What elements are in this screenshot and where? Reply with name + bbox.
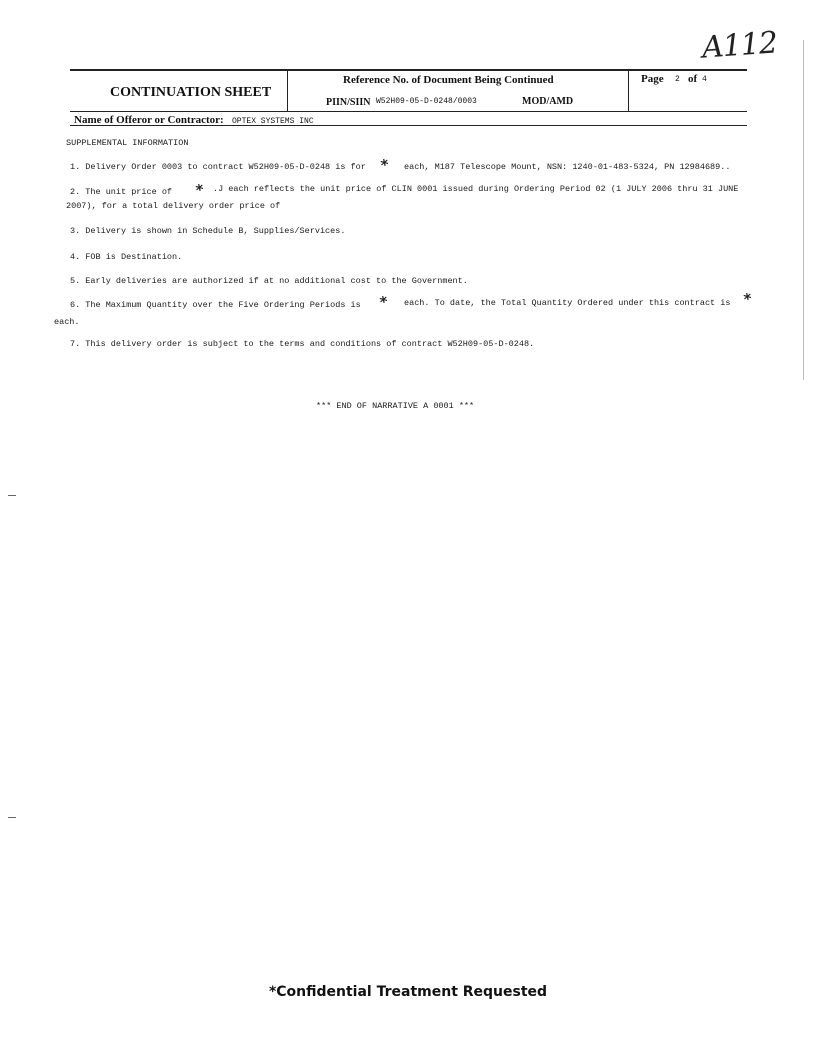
redaction-mark: * — [379, 155, 391, 175]
item-6-text-mid: each. To date, the Total Quantity Ordered under this contract is — [404, 298, 731, 308]
item-4-text: 4. FOB is Destination. — [70, 252, 183, 262]
item-1-text: 1. Delivery Order 0003 to contract W52H09-05-D-0248 is for — [70, 162, 366, 172]
piin-label: PIIN/SIIN — [326, 97, 371, 108]
page-total: 4 — [702, 75, 707, 84]
scan-margin-tick — [8, 817, 16, 818]
mod-amd-label: MOD/AMD — [522, 96, 574, 107]
offeror-label: Name of Offeror or Contractor: — [74, 114, 224, 126]
page-of-label: of — [688, 73, 698, 85]
redaction-mark: * — [742, 289, 754, 309]
item-1-text-end: each, M187 Telescope Mount, NSN: 1240-01-483-5324, PN 12984689.. — [404, 162, 731, 172]
page-label: Page — [641, 73, 664, 85]
item-7-text: 7. This delivery order is subject to the terms and conditions of contract W52H09-05-D-0248. — [70, 339, 535, 349]
reference-title: Reference No. of Document Being Continued — [343, 74, 554, 86]
offeror-value: OPTEX SYSTEMS INC — [232, 117, 314, 126]
item-2-text: 2. The unit price of — [70, 187, 173, 197]
scan-edge-line — [803, 40, 804, 380]
confidential-footer: *Confidential Treatment Requested — [268, 984, 548, 1000]
offeror-row — [70, 115, 747, 126]
item-6-text: 6. The Maximum Quantity over the Five Ordering Periods is — [70, 300, 361, 310]
header-divider — [287, 71, 288, 111]
piin-value: W52H09-05-D-0248/0003 — [376, 97, 477, 106]
item-6-text-cont: each. — [54, 317, 80, 327]
item-3-text: 3. Delivery is shown in Schedule B, Supplies/Services. — [70, 226, 346, 236]
header-divider — [628, 71, 629, 111]
continuation-sheet-title: CONTINUATION SHEET — [110, 85, 272, 100]
redaction-mark: * — [378, 292, 390, 312]
item-5-text: 5. Early deliveries are authorized if at no additional cost to the Government. — [70, 276, 468, 286]
section-title: SUPPLEMENTAL INFORMATION — [66, 138, 189, 148]
item-2-text-cont: 2007), for a total delivery order price of — [66, 201, 281, 211]
item-2-text-end: .J each reflects the unit price of CLIN 0001 issued during Ordering Period 02 (1 JULY 2006 thru 31 JUNE — [213, 184, 739, 194]
scan-margin-tick — [8, 495, 16, 496]
continuation-header — [70, 69, 747, 112]
handwritten-page-stamp: A112 — [700, 25, 779, 66]
redaction-mark: * — [194, 180, 206, 200]
end-of-narrative: *** END OF NARRATIVE A 0001 *** — [316, 401, 475, 411]
page-number: 2 — [675, 75, 680, 84]
